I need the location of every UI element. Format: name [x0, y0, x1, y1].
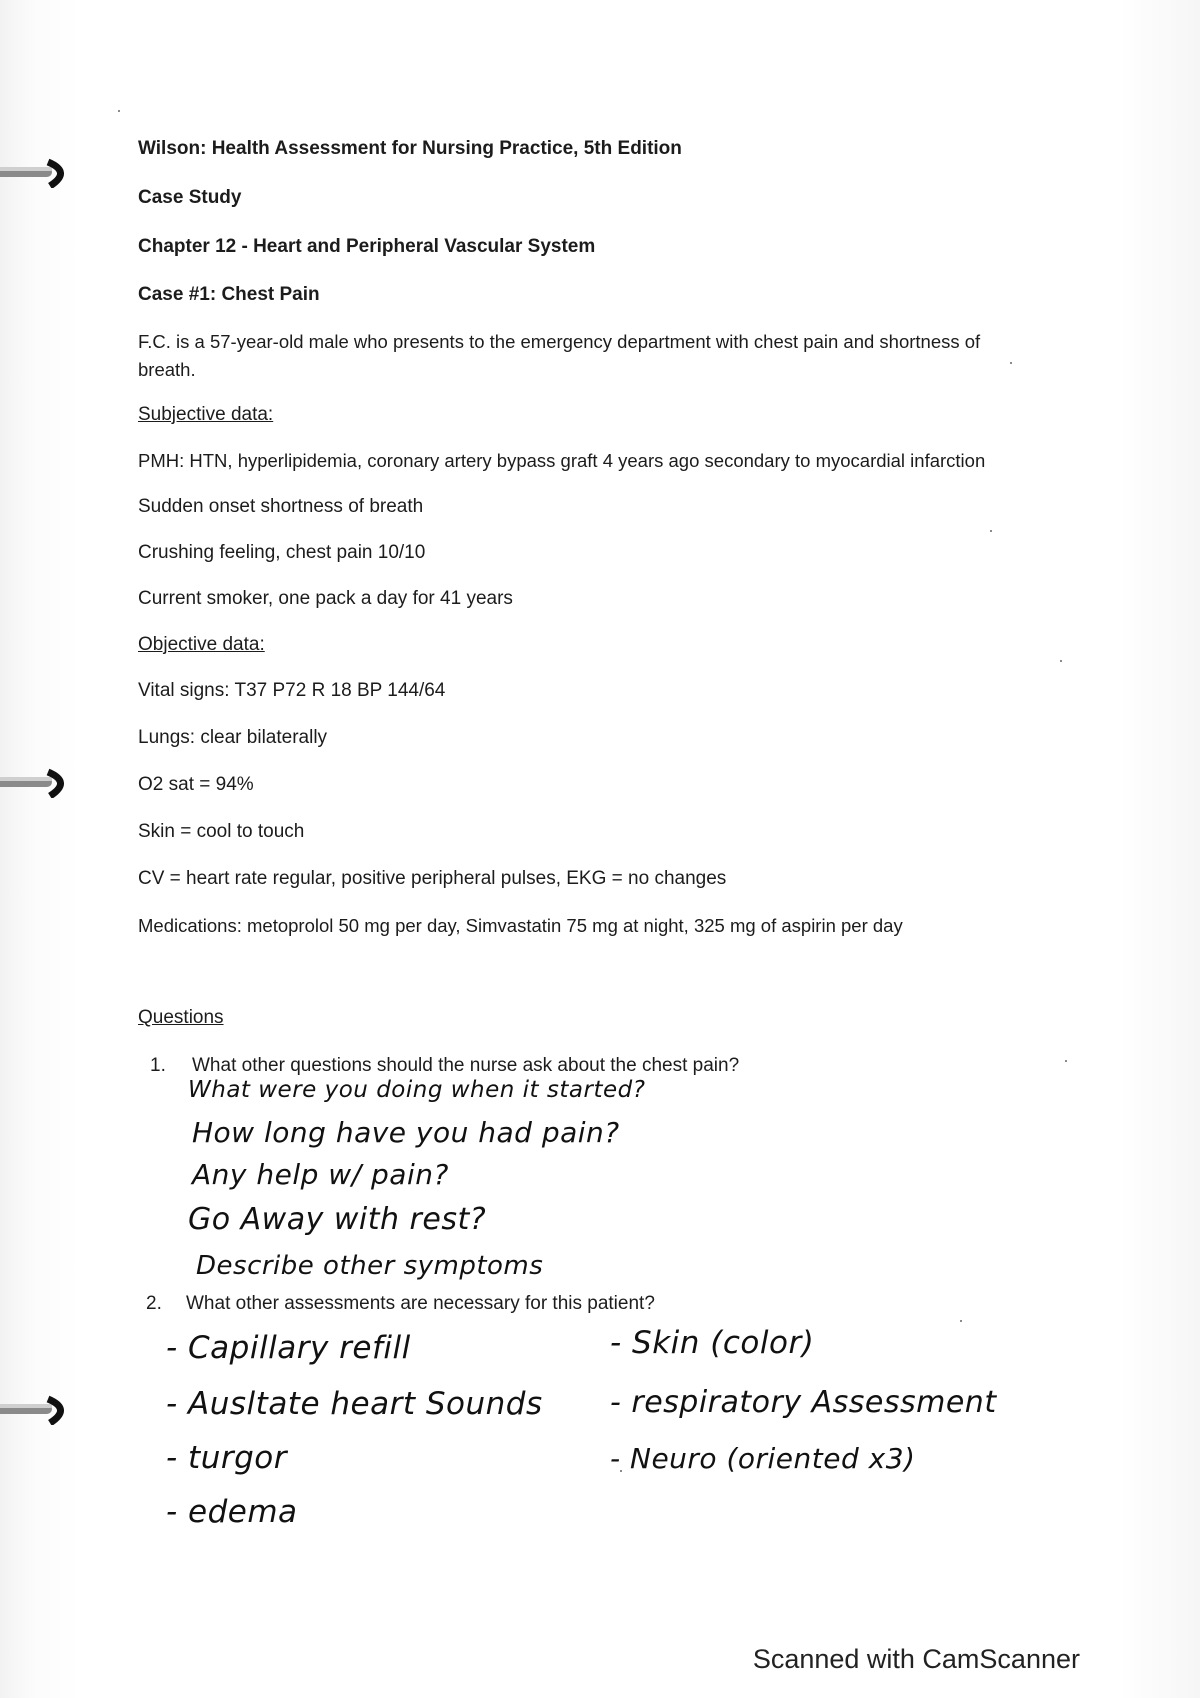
scan-speck — [1010, 362, 1012, 364]
handwritten-answer: - edema — [166, 1494, 298, 1530]
case-title: Case #1: Chest Pain — [138, 284, 320, 305]
scan-speck — [1060, 660, 1062, 662]
scan-speck — [118, 110, 120, 112]
handwritten-answer: How long have you had pain? — [192, 1116, 620, 1149]
objective-item: Lungs: clear bilaterally — [138, 727, 328, 748]
scan-speck — [990, 530, 992, 532]
scan-speck — [1065, 1060, 1067, 1062]
subjective-item: Sudden onset shortness of breath — [138, 496, 424, 517]
handwritten-answer: What were you doing when it started? — [188, 1077, 646, 1103]
handwritten-answer: - Neuro (oriented x3) — [610, 1442, 916, 1475]
objective-item: Medications: metoprolol 50 mg per day, Simvastatin 75 mg at night, 325 mg of aspirin per day — [138, 915, 903, 936]
handwritten-answer: Any help w/ pain? — [192, 1158, 449, 1191]
book-title: Wilson: Health Assessment for Nursing Practice, 5th Edition — [138, 138, 682, 159]
subjective-item: PMH: HTN, hyperlipidemia, coronary artery bypass graft 4 years ago secondary to myocardial infarction — [138, 450, 986, 471]
questions-heading: Questions — [138, 1007, 224, 1028]
scanner-watermark: Scanned with CamScanner — [752, 1644, 1080, 1674]
subjective-item: Current smoker, one pack a day for 41 years — [138, 588, 513, 609]
objective-item: CV = heart rate regular, positive peripheral pulses, EKG = no changes — [138, 868, 727, 889]
handwritten-answer: - Ausltate heart Sounds — [166, 1386, 543, 1422]
binder-ring-icon — [0, 768, 74, 798]
objective-item: O2 sat = 94% — [138, 774, 254, 795]
handwritten-answer: Go Away with rest? — [188, 1202, 487, 1237]
document-type: Case Study — [138, 187, 242, 208]
handwritten-answer: - Skin (color) — [610, 1325, 815, 1361]
question-text: What other questions should the nurse ask about the chest pain? — [192, 1055, 740, 1076]
scan-speck — [960, 1320, 962, 1322]
binder-ring-icon — [0, 158, 74, 188]
objective-item: Skin = cool to touch — [138, 821, 305, 842]
subjective-heading: Subjective data: — [138, 404, 274, 425]
chapter-title: Chapter 12 - Heart and Peripheral Vascular System — [138, 236, 596, 257]
case-intro-line: breath. — [138, 359, 196, 380]
question-number: 2. — [146, 1293, 162, 1314]
case-intro-line: F.C. is a 57-year-old male who presents to the emergency department with chest pain and shortness of — [138, 331, 981, 352]
objective-heading: Objective data: — [138, 634, 265, 655]
binder-ring-icon — [0, 1395, 74, 1425]
subjective-item: Crushing feeling, chest pain 10/10 — [138, 542, 426, 563]
question-text: What other assessments are necessary for this patient? — [186, 1293, 655, 1314]
handwritten-answer: - turgor — [166, 1440, 287, 1476]
handwritten-answer: Describe other symptoms — [196, 1251, 544, 1281]
question-number: 1. — [150, 1055, 166, 1076]
handwritten-answer: - Capillary refill — [166, 1330, 411, 1366]
handwritten-answer: - respiratory Assessment — [610, 1385, 997, 1420]
objective-item: Vital signs: T37 P72 R 18 BP 144/64 — [138, 680, 446, 701]
